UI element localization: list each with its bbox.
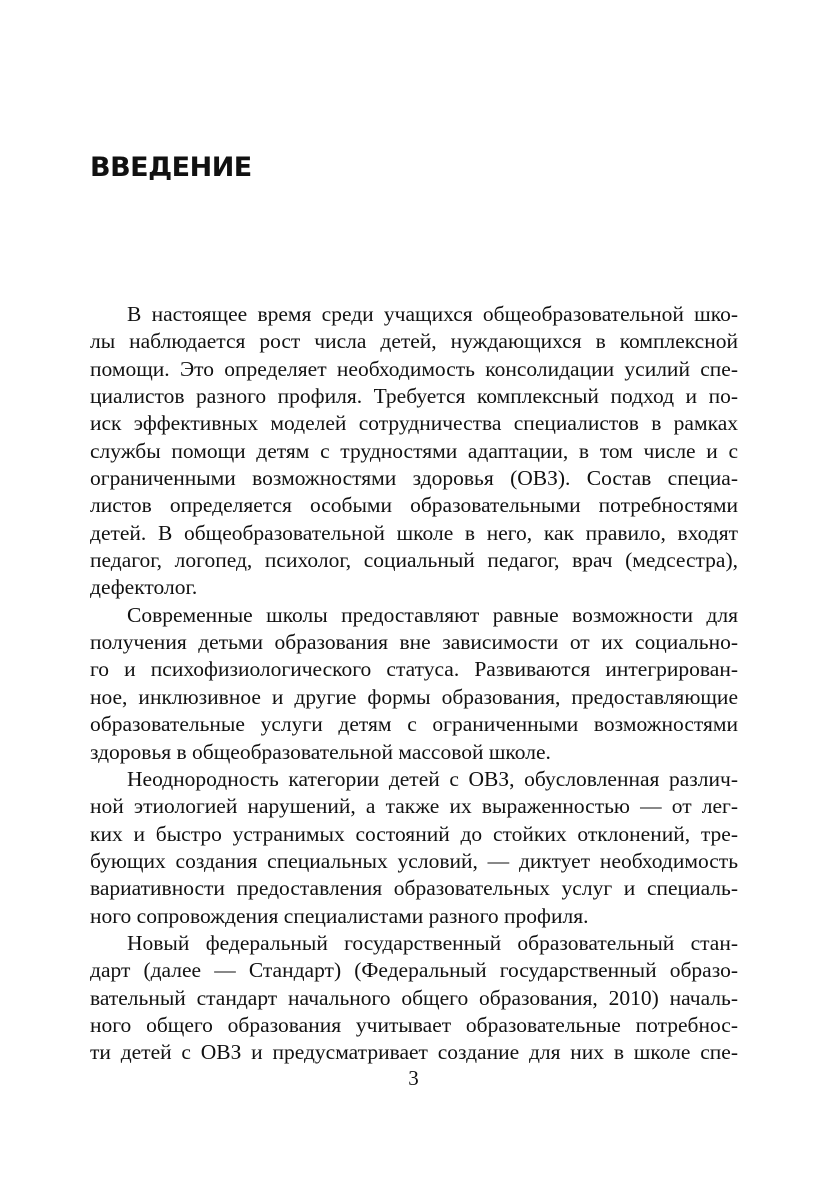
text-line: ное, инклюзивное и другие формы образования, предоставляющие xyxy=(90,684,738,709)
text-line: лы наблюдается рост числа детей, нуждающихся в комплексной xyxy=(90,329,738,354)
text-line: листов определяется особыми образовательными потребностями xyxy=(90,493,738,518)
text-line: получения детьми образования вне зависимости от их социально- xyxy=(90,630,738,655)
page-number: 3 xyxy=(408,1066,419,1090)
text-line: детей. В общеобразовательной школе в него, как правило, входят xyxy=(90,520,738,545)
text-line: В настоящее время среди учащихся общеобразовательной шко- xyxy=(127,302,738,326)
text-line: ких и быстро устранимых состояний до стойких отклонений, тре- xyxy=(90,821,738,846)
text-line: здоровья в общеобразовательной массовой школе. xyxy=(90,739,551,764)
text-line: ти детей с ОВЗ и предусматривает создание для них в школе спе- xyxy=(90,1040,738,1065)
text-line: дефектолог. xyxy=(90,575,198,600)
text-line: ного сопровождения специалистами разного профиля. xyxy=(90,903,589,928)
text-line: циалистов разного профиля. Требуется комплексный подход и по- xyxy=(90,384,738,409)
text-line: ограниченными возможностями здоровья (ОВЗ). Состав специа- xyxy=(90,466,738,491)
text-line: вательный стандарт начального общего образования, 2010) началь- xyxy=(90,985,738,1010)
text-line: ного общего образования учитывает образовательные потребнос- xyxy=(90,1012,738,1037)
text-line: службы помощи детям с трудностями адаптации, в том числе и с xyxy=(90,438,738,463)
text-line: Неоднородность категории детей с ОВЗ, обусловленная различ- xyxy=(127,766,738,791)
text-line: помощи. Это определяет необходимость консолидации усилий спе- xyxy=(90,356,738,381)
text-line: иск эффективных моделей сотрудничества специалистов в рамках xyxy=(90,411,738,436)
text-line: Новый федеральный государственный образовательный стан- xyxy=(127,930,738,955)
text-line: го и психофизиологического статуса. Развиваются интегрирован- xyxy=(90,657,738,682)
text-line: бующих создания специальных условий, — диктует необходимость xyxy=(90,848,738,873)
text-line: педагог, логопед, психолог, социальный педагог, врач (медсестра), xyxy=(90,548,738,573)
body-text xyxy=(90,301,738,1067)
text-line: дарт (далее — Стандарт) (Федеральный государственный образо- xyxy=(90,958,738,983)
chapter-heading: ВВЕДЕНИЕ xyxy=(90,152,252,183)
text-line: образовательные услуги детям с ограниченными возможностями xyxy=(90,712,738,737)
text-line: ной этиологией нарушений, а также их выраженностью — от лег- xyxy=(90,794,738,819)
text-line: Современные школы предоставляют равные возможности для xyxy=(127,602,738,627)
text-line: вариативности предоставления образовательных услуг и специаль- xyxy=(90,876,738,901)
